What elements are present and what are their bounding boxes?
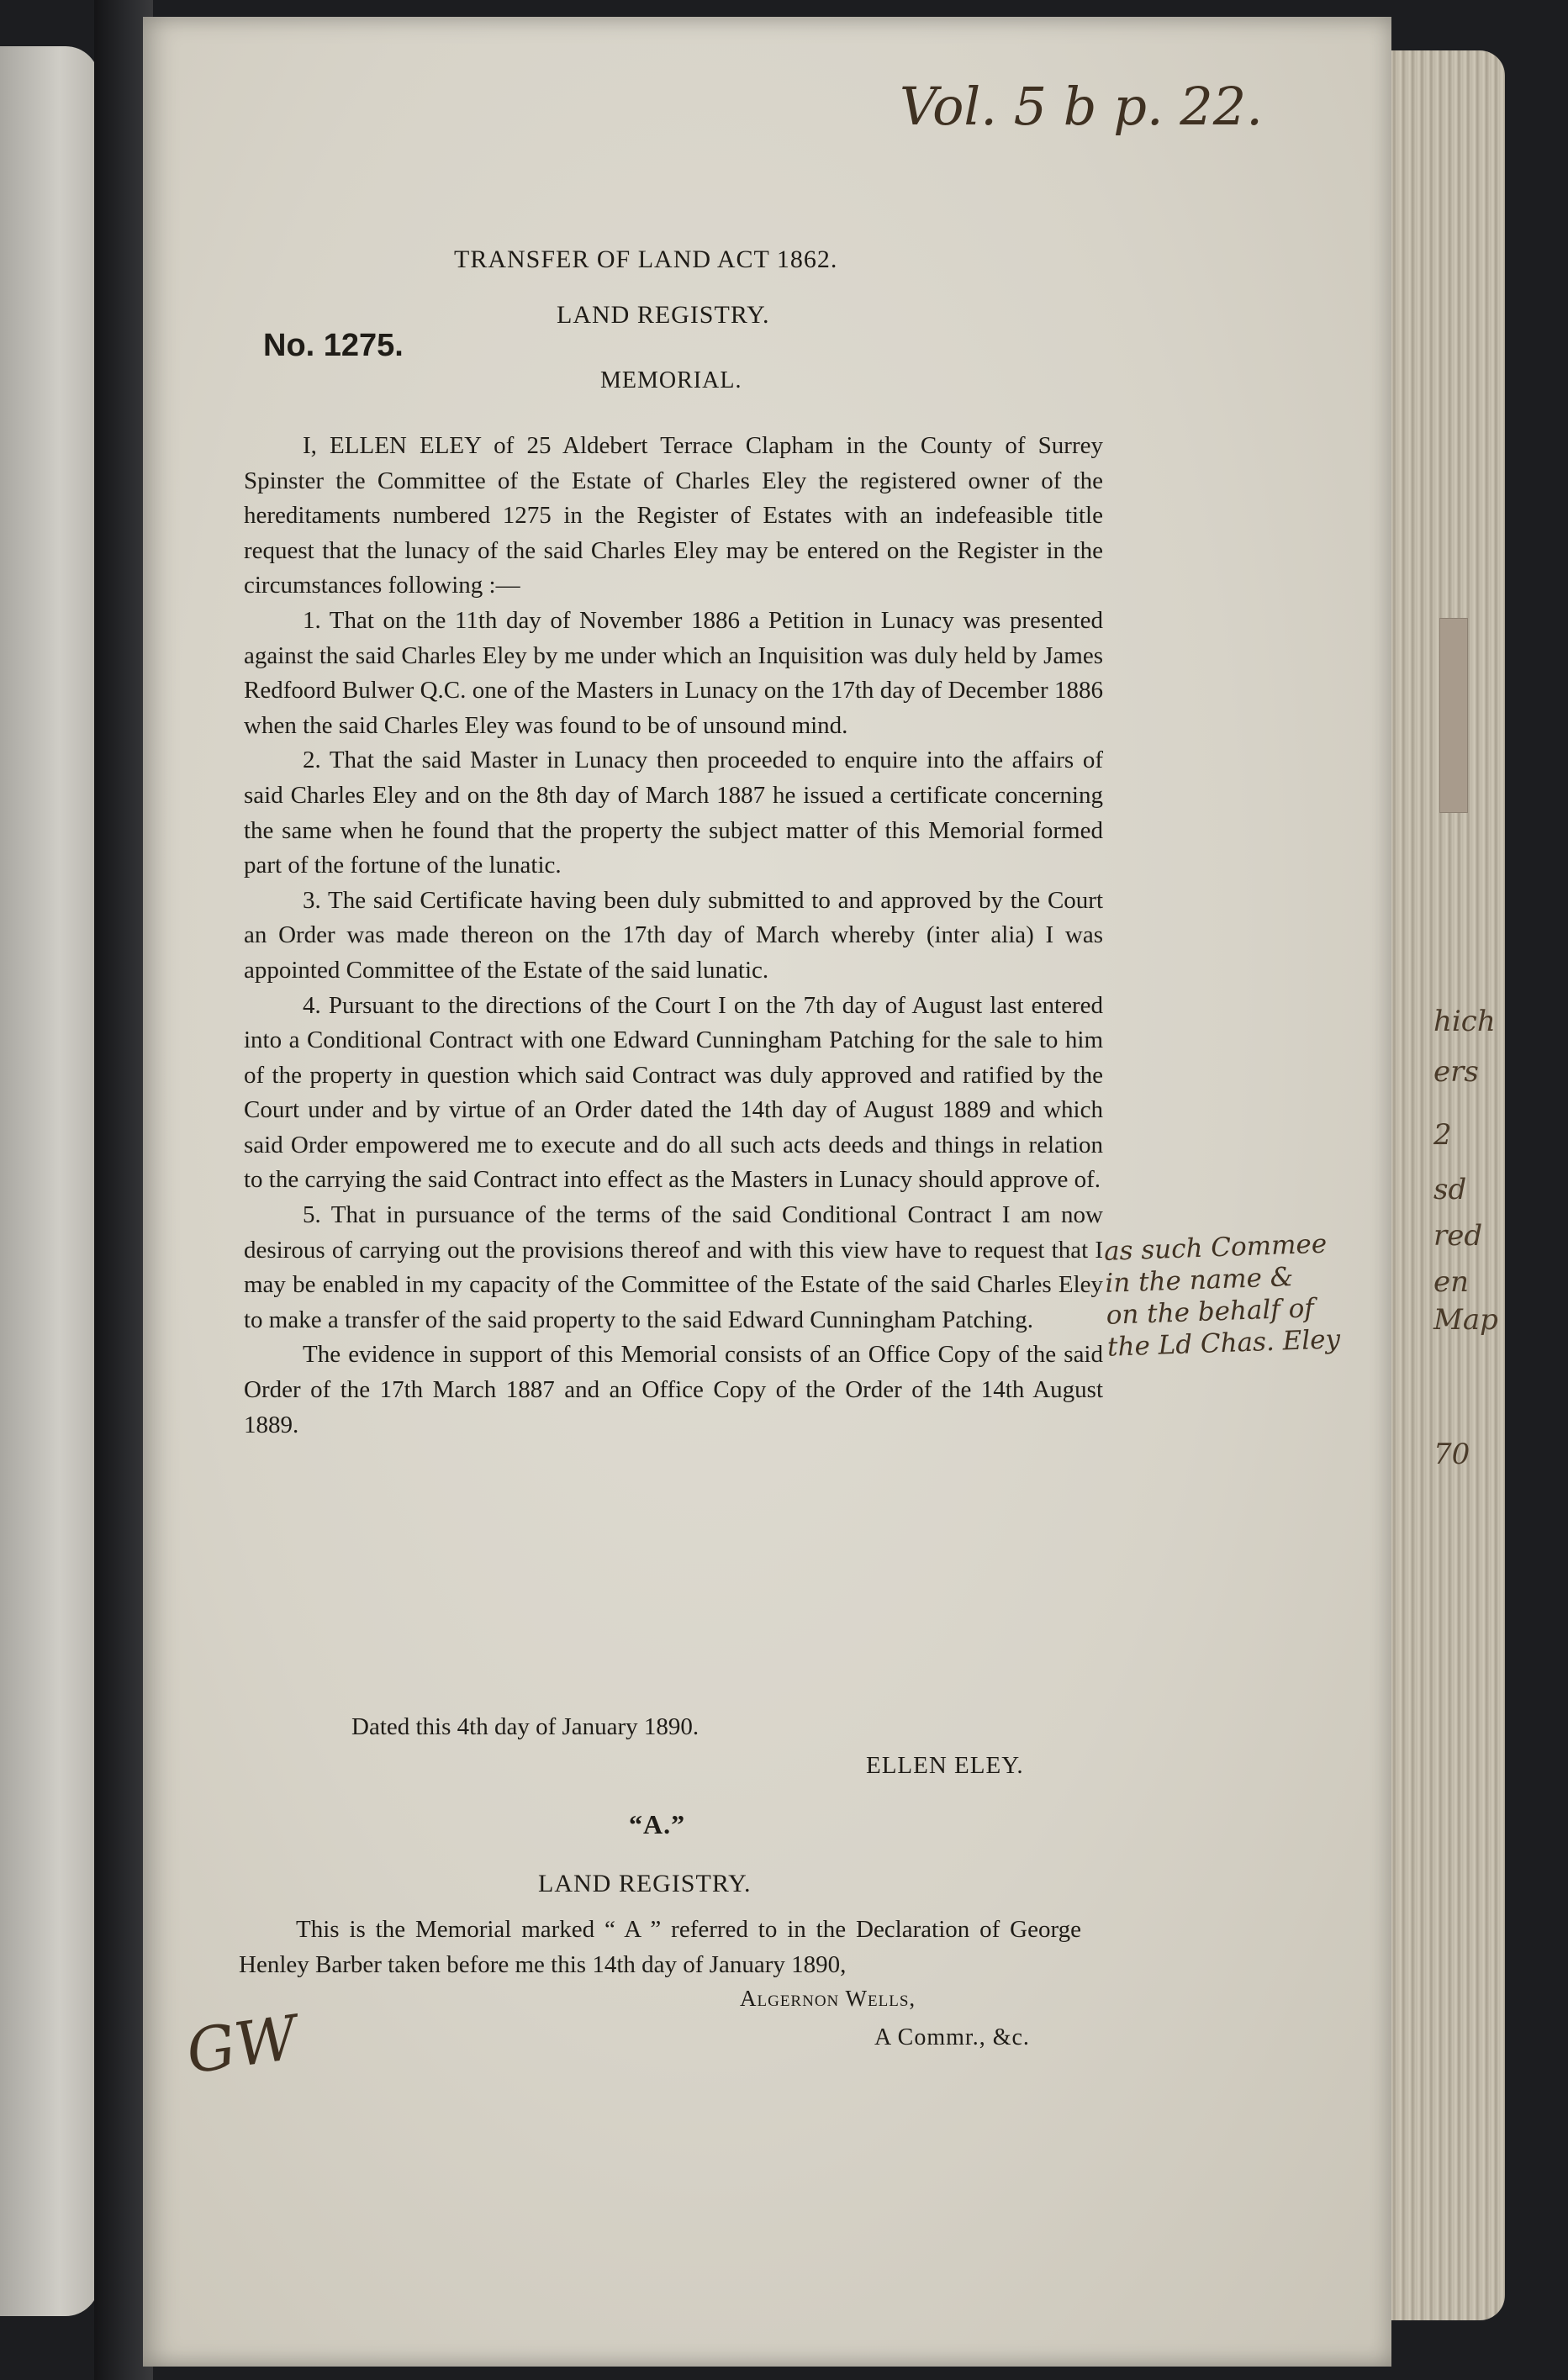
exhibit-text: This is the Memorial marked “ A ” referred to in the Declaration of George Henley Barber taken before me this 14th day of January 1890,	[239, 1916, 1081, 1978]
paragraph-2: 2. That the said Master in Lunacy then proceeded to enquire into the affairs of said Charles Eley and on the 8th day of March 1887 he issued a certificate concerning the same when he found that the property the subject matter of this Memorial formed part of the fortune of the lunatic.	[244, 747, 1103, 879]
dated-line: Dated this 4th day of January 1890.	[351, 1713, 700, 1740]
margin-note-line: in the name &	[1104, 1262, 1294, 1299]
edge-fragment: en	[1433, 1265, 1470, 1299]
heading-act: TRANSFER OF LAND ACT 1862.	[454, 245, 838, 273]
memorial-body	[244, 429, 1103, 1443]
signature: ELLEN ELEY.	[866, 1752, 1024, 1779]
heading-memorial: MEMORIAL.	[600, 367, 742, 393]
edge-fragment: hich	[1433, 1005, 1496, 1038]
edge-fragment: 2	[1433, 1118, 1452, 1152]
margin-note-line: as such Commee	[1103, 1228, 1328, 1267]
handwritten-margin-note	[1103, 1227, 1340, 1364]
paragraph-5: 5. That in pursuance of the terms of the said Conditional Contract I am now desirous of carrying out the provisions thereof and with this view have to request that I may be enabled in my capacity of the Committee of the Estate of the said Charles Eley to make a transfer of the said property to the said Edward Cunningham Patching.	[244, 1201, 1103, 1333]
evidence-paragraph: The evidence in support of this Memorial consists of an Office Copy of the said Order of the 17th March 1887 and an Office Copy of the Order of the 14th August 1889.	[244, 1341, 1103, 1438]
heading-registry: LAND REGISTRY.	[557, 301, 770, 329]
handwritten-reference: Vol. 5 b p. 22.	[900, 76, 1263, 137]
edge-fragment: sd	[1433, 1173, 1467, 1206]
left-page-edge	[0, 46, 99, 2316]
paragraph-1: 1. That on the 11th day of November 1886 a Petition in Lunacy was presented against the said Charles Eley by me under which an Inquisition was duly held by James Redfoord Bulwer Q.C. one of the Masters in Lunacy on the 17th day of December 1886 when the said Charles Eley was found to be of unsound mind.	[244, 606, 1103, 739]
edge-fragment: red	[1433, 1219, 1483, 1253]
paragraph-3: 3. The said Certificate having been duly submitted to and approved by the Court an Order was made thereon on the 17th day of March whereby (inter alia) I was appointed Committee of the Estate of the said lunatic.	[244, 886, 1103, 984]
commissioner-title: A Commr., &c.	[874, 2024, 1030, 2050]
document-number: No. 1275.	[263, 328, 404, 363]
intro-paragraph: I, ELLEN ELEY of 25 Aldebert Terrace Clapham in the County of Surrey Spinster the Committee of the Estate of Charles Eley the registered owner of the hereditaments numbered 1275 in the Register of Estates with an indefeasible title request that the lunacy of the said Charles Eley may be entered on the Register in the circumstances following :—	[244, 432, 1103, 599]
handwritten-initials: GW	[182, 2002, 302, 2087]
commissioner-name: Algernon Wells,	[740, 1986, 916, 2011]
paragraph-4: 4. Pursuant to the directions of the Court I on the 7th day of August last entered into a Conditional Contract with one Edward Cunningham Patching for the sale to him of the property in question which said Contract was duly approved and ratified by the Court under and by virtue of an Order dated the 14th day of August 1889 and which said Order empowered me to execute and do all such acts deeds and things in relation to the carrying the said Contract into effect as the Masters in Lunacy should approve of.	[244, 991, 1103, 1194]
exhibit-mark: “A.”	[629, 1809, 686, 1839]
edge-fragment: ers	[1433, 1055, 1479, 1089]
edge-fragment: 70	[1433, 1438, 1470, 1471]
margin-note-line: on the behalf of	[1106, 1293, 1315, 1331]
exhibit-registry-heading: LAND REGISTRY.	[538, 1870, 752, 1897]
margin-note-line: the Ld Chas. Eley	[1106, 1324, 1341, 1363]
exhibit-body	[239, 1913, 1081, 1982]
edge-tab	[1439, 618, 1468, 813]
edge-fragment: Map	[1433, 1303, 1498, 1337]
